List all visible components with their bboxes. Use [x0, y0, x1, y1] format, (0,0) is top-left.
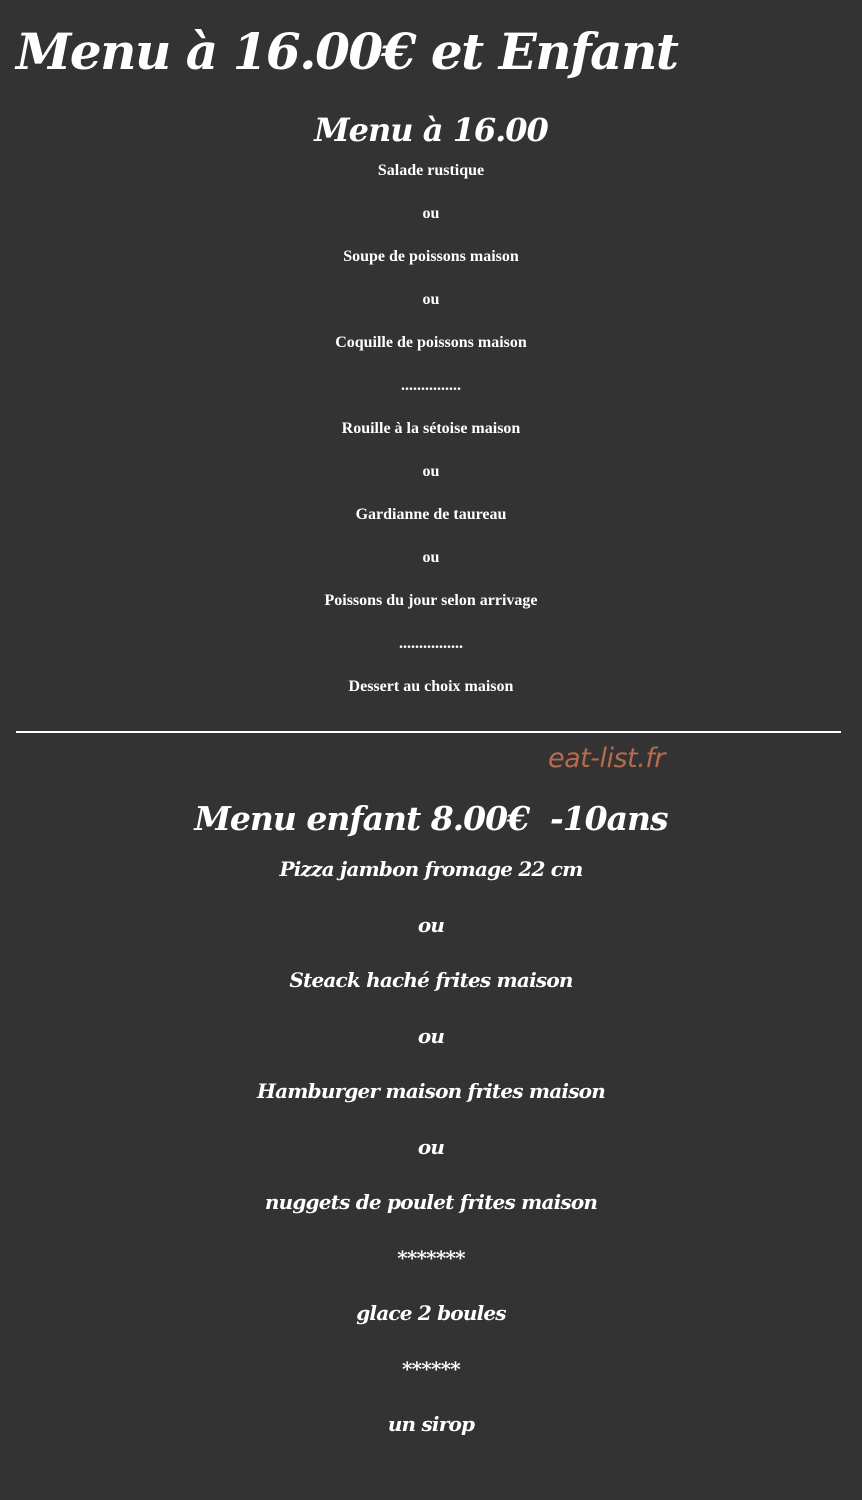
menu-16-separator-ou: ou — [422, 549, 440, 566]
menu-enfant-section — [0, 796, 862, 1466]
menu-enfant-item: Hamburger maison frites maison — [257, 1079, 605, 1103]
menu-16-section — [0, 108, 862, 720]
menu-16-item: Soupe de poissons maison — [343, 248, 519, 265]
menu-enfant-separator-ou: ou — [417, 1023, 445, 1048]
menu-enfant-item: Steack haché frites maison — [289, 968, 573, 992]
menu-enfant-item: glace 2 boules — [356, 1301, 506, 1325]
menu-16-item: Coquille de poissons maison — [335, 334, 527, 351]
menu-16-separator-ou: ou — [422, 205, 440, 222]
menu-16-course-divider: ............... — [401, 377, 461, 394]
menu-enfant-course-divider: ******* — [397, 1245, 465, 1270]
menu-enfant-title: Menu enfant 8.00€ -10ans — [194, 799, 668, 838]
menu-enfant-separator-ou: ou — [417, 912, 445, 937]
menu-16-separator-ou: ou — [422, 291, 440, 308]
menu-16-course-divider: ................ — [399, 635, 463, 652]
menu-16-item: Salade rustique — [377, 162, 485, 179]
menu-enfant-item: nuggets de poulet frites maison — [264, 1190, 598, 1214]
section-divider — [16, 731, 841, 733]
menu-16-item: Dessert au choix maison — [348, 678, 514, 695]
menu-16-item: Gardianne de taureau — [355, 506, 507, 523]
menu-16-title: Menu à 16.00 — [314, 111, 548, 149]
menu-enfant-course-divider: ****** — [402, 1356, 460, 1381]
menu-16-item: Rouille à la sétoise maison — [341, 420, 521, 437]
menu-enfant-separator-ou: ou — [417, 1134, 445, 1159]
watermark: eat-list.fr — [548, 743, 665, 774]
menu-16-item: Poissons du jour selon arrivage — [324, 592, 538, 609]
menu-enfant-item: un sirop — [387, 1412, 475, 1436]
menu-16-separator-ou: ou — [422, 463, 440, 480]
menu-enfant-item: Pizza jambon fromage 22 cm — [279, 857, 583, 881]
page-title: Menu à 16.00€ et Enfant — [16, 22, 678, 81]
